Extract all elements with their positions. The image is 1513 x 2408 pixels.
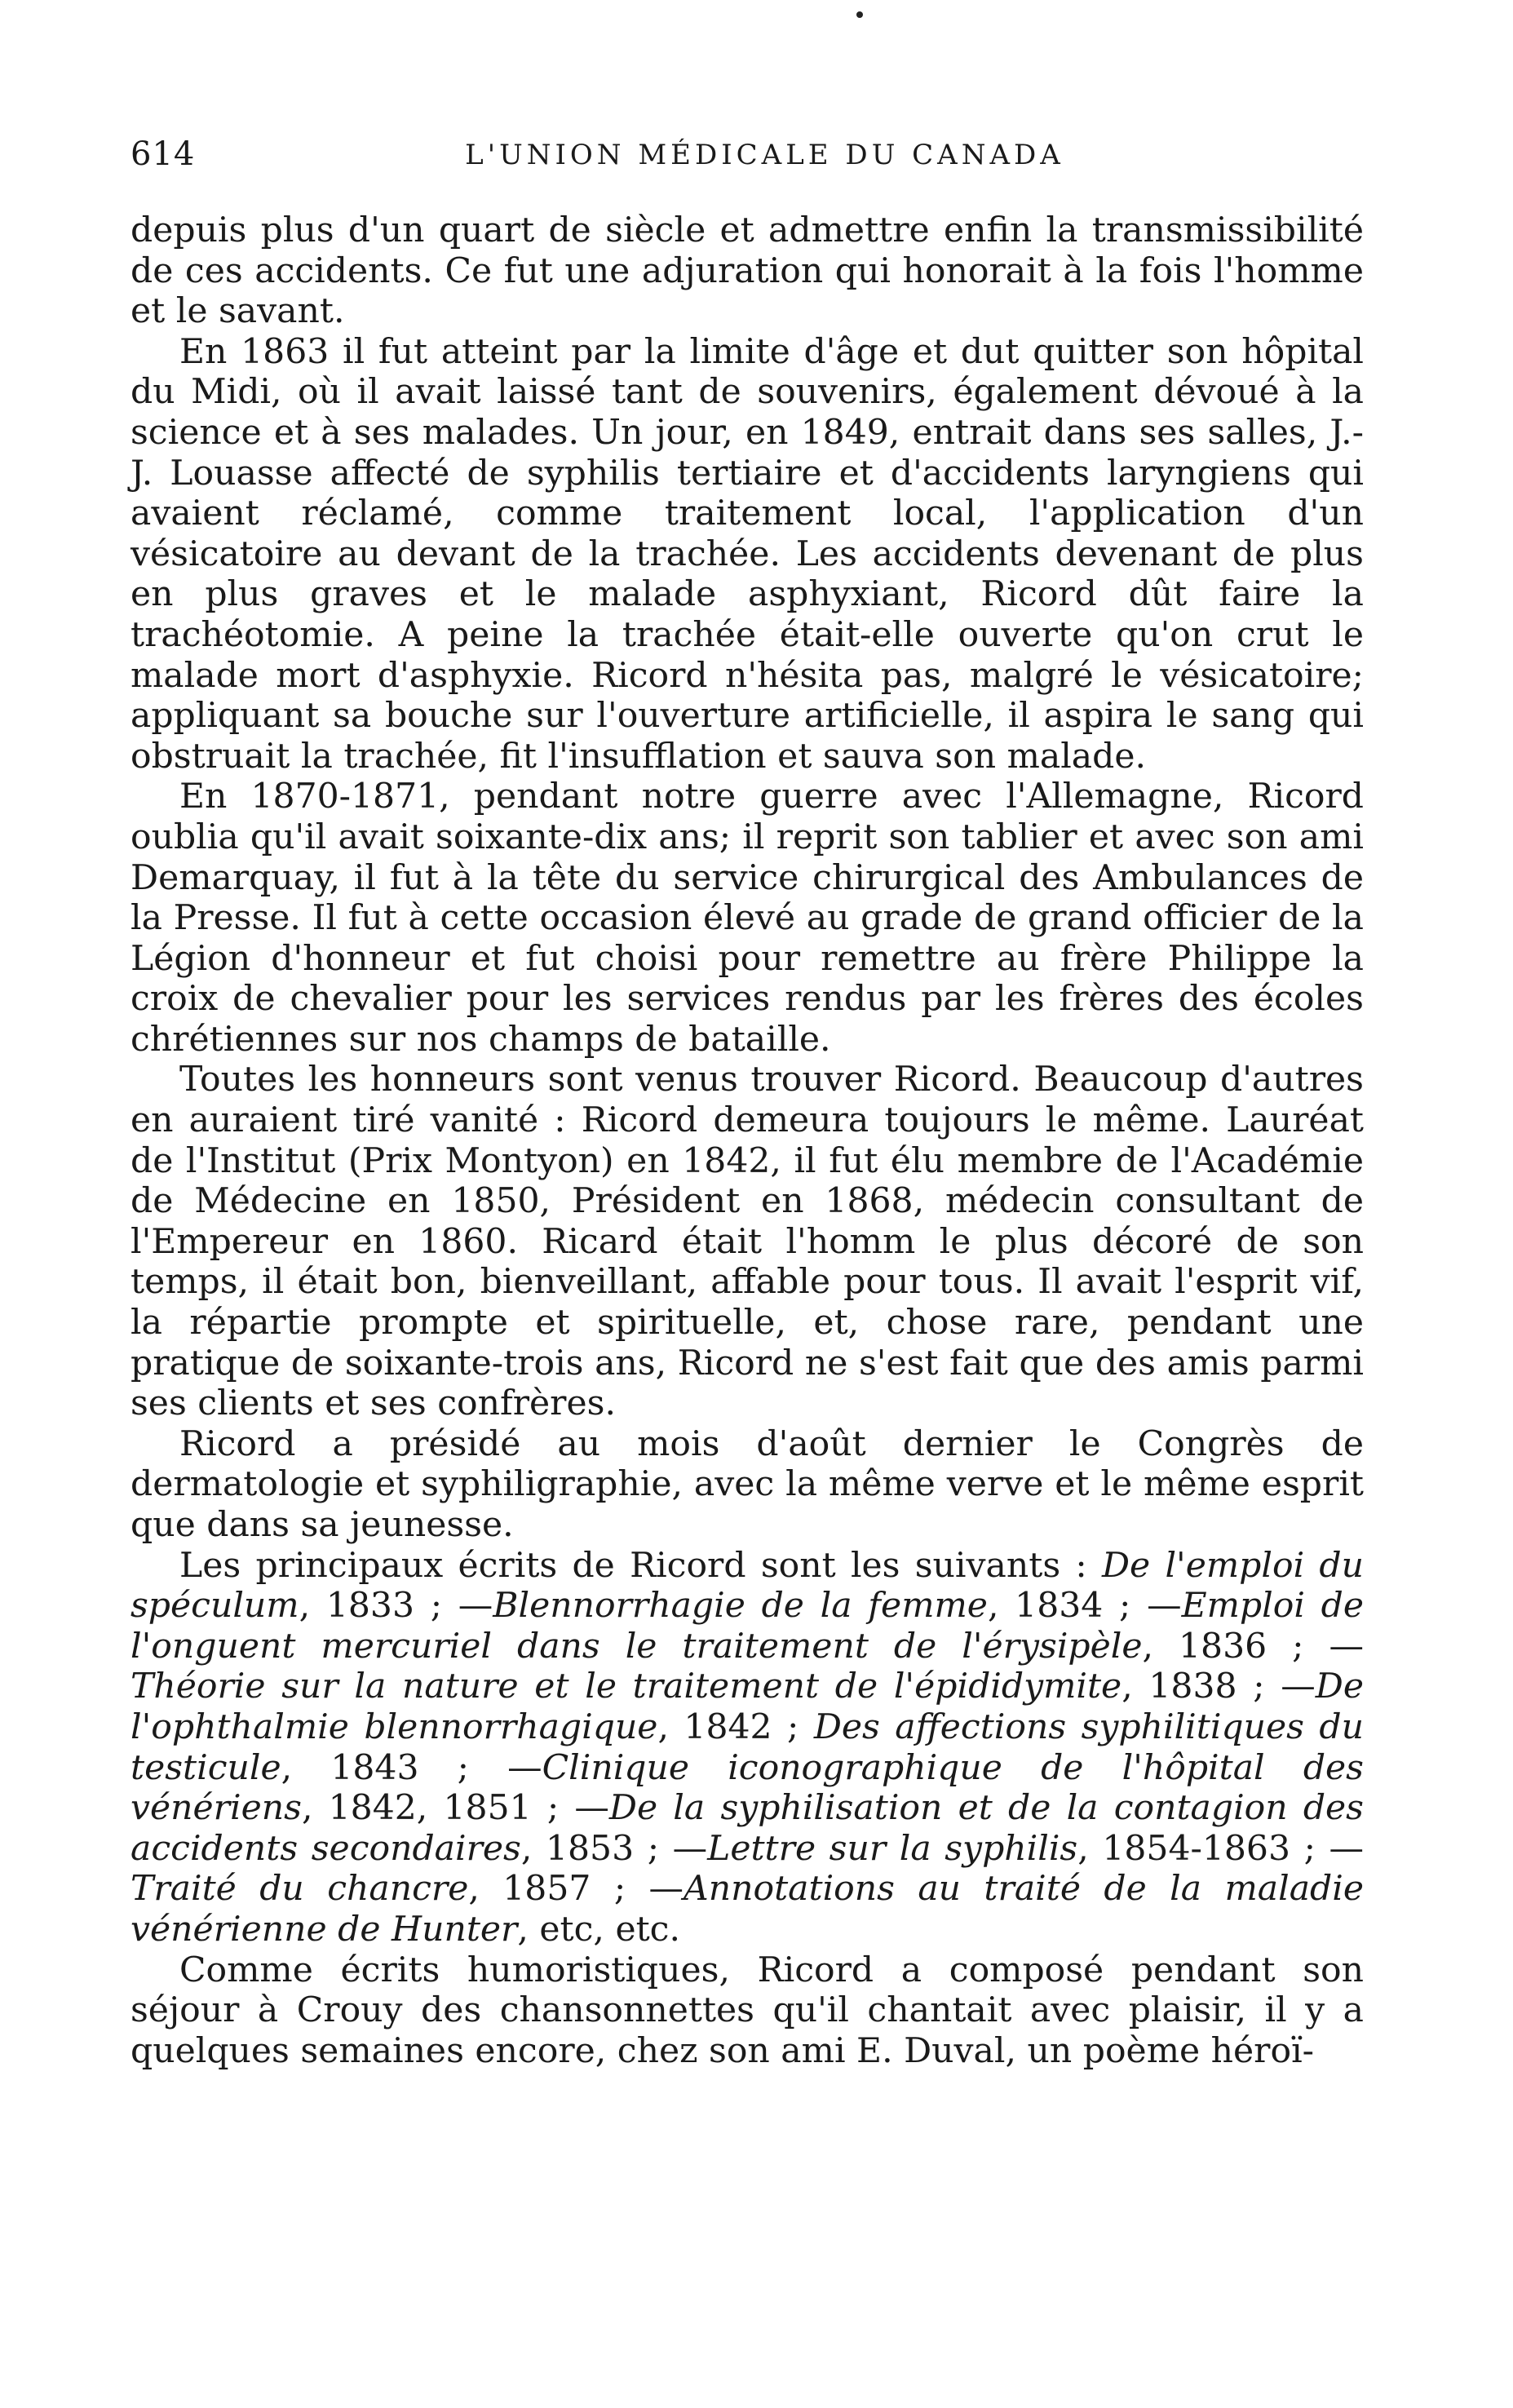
paragraph-text: , 1843 ; — [281,1747,542,1788]
paragraph-text: , 1842, 1851 ; — [301,1788,609,1829]
paragraph-text: , 1834 ; — [987,1586,1182,1627]
paragraph-text: , 1838 ; — [1121,1667,1316,1707]
italic-title-text: De la syphilisation et de la contagion des accidents secondaires [131,1788,1364,1869]
paragraph-text: En 1863 il fut atteint par la limite d'âge et dut quitter son hôpital du Midi, où il avait laissé tant de souvenirs, également dévoué à la science et à ses malades. Un jour, en 1849, entrait dans ses salles, J.-J. Louasse affecté de syphilis tertiaire et d'accidents laryngiens qui avaient réclamé, comme traitement local, l'application d'un vésicatoire au devant de la trachée. Les accidents devenant de plus en plus graves et le malade asphyxiant, Ricord dût faire la trachéotomie. A peine la trachée était-elle ouverte qu'on crut le malade mort d'asphyxie. Ricord n'hésita pas, malgré le vésicatoire; appliquant sa bouche sur l'ouverture artificielle, il aspira le sang qui obstruait la trachée, fit l'insufflation et sauva son malade. [131,331,1364,777]
page-header [131,135,1366,176]
paragraph-p5 [131,1424,1364,1546]
paragraph-text: , etc, etc. [517,1909,680,1950]
italic-title-text: Annotations au traité de la maladie vénérienne de Hunter [131,1869,1364,1950]
paragraph-text: , 1857 ; — [468,1869,684,1910]
paragraph-text: Comme écrits humoristiques, Ricord a composé pendant son séjour à Crouy des chansonnettes qu'il chantait avec plaisir, il y a quelques semaines encore, chez son ami E. Duval, un poème héroï- [131,1950,1364,2071]
paragraph-text: , 1854-1863 ; — [1077,1828,1364,1869]
italic-title-text: Théorie sur la nature et le traitement de l'épididymite [131,1667,1122,1707]
italic-title-text: Emploi de l'onguent mercuriel dans le traitement de l'érysipèle [131,1586,1364,1667]
paragraph-text: , 1842 ; [657,1706,814,1747]
paragraph-text: depuis plus d'un quart de siècle et admettre enfin la transmissibilité de ces accidents. Ce fut une adjuration qui honorait à la fois l'homme et le savant. [131,210,1364,332]
italic-title-text: De l'ophthalmie blennorrhagique [131,1667,1364,1747]
page-number: 614 [131,135,196,173]
paragraph-text: En 1870-1871, pendant notre guerre avec l'Allemagne, Ricord oublia qu'il avait soixante-dix ans; il reprit son tablier et avec son ami Demarquay, il fut à la tête du service chirurgical des Ambulances de la Presse. Il fut à cette occasion élevé au grade de grand officier de la Légion d'honneur et fut choisi pour remettre au frère Philippe la croix de chevalier pour les services rendus par les frères des écoles chrétiennes sur nos champs de bataille. [131,777,1364,1060]
paragraph-p2 [131,332,1364,777]
paragraph-p3 [131,777,1364,1060]
italic-title-text: Traité du chancre [131,1869,469,1910]
italic-title-text: Lettre sur la syphilis [707,1828,1078,1869]
paragraph-p1 [131,210,1364,332]
italic-title-text: De l'emploi du spéculum [131,1545,1364,1627]
paragraph-text: Ricord a présidé au mois d'août dernier le Congrès de dermatologie et syphiligraphie, avec la même verve et le même esprit que dans sa jeunesse. [131,1423,1364,1545]
paragraph-p4 [131,1060,1364,1423]
paragraph-text: , 1853 ; — [520,1828,708,1869]
paragraph-text: Toutes les honneurs sont venus trouver Ricord. Beaucoup d'autres en auraient tiré vanité : Ricord demeura toujours le même. Lauréat de l'Institut (Prix Montyon) en 1842, il fut élu membre de l'Académie de Médecine en 1850, Président en 1868, médecin consultant de l'Empereur en 1860. Ricard était l'homm le plus décoré de son temps, il était bon, bienveillant, affable pour tous. Il avait l'esprit vif, la répartie prompte et spirituelle, et, chose rare, pendant une pratique de soixante-trois ans, Ricord ne s'est fait que des amis parmi ses clients et ses confrères. [131,1060,1364,1424]
italic-title-text: Blennorrhagie de la femme [493,1586,988,1627]
paragraph-p6 [131,1546,1364,1950]
ink-speck [856,11,863,18]
paragraph-text: , 1833 ; — [299,1586,493,1627]
italic-title-text: Clinique iconographique de l'hôpital des vénériens [131,1747,1364,1829]
italic-title-text: Des affections syphilitiques du testicule [131,1706,1364,1788]
article-body [131,210,1364,2071]
running-title: L'UNION MÉDICALE DU CANADA [465,139,1064,171]
paragraph-p7 [131,1950,1364,2072]
paragraph-text: , 1836 ; — [1142,1626,1364,1667]
paragraph-text: Les principaux écrits de Ricord sont les suivants : [179,1545,1102,1586]
